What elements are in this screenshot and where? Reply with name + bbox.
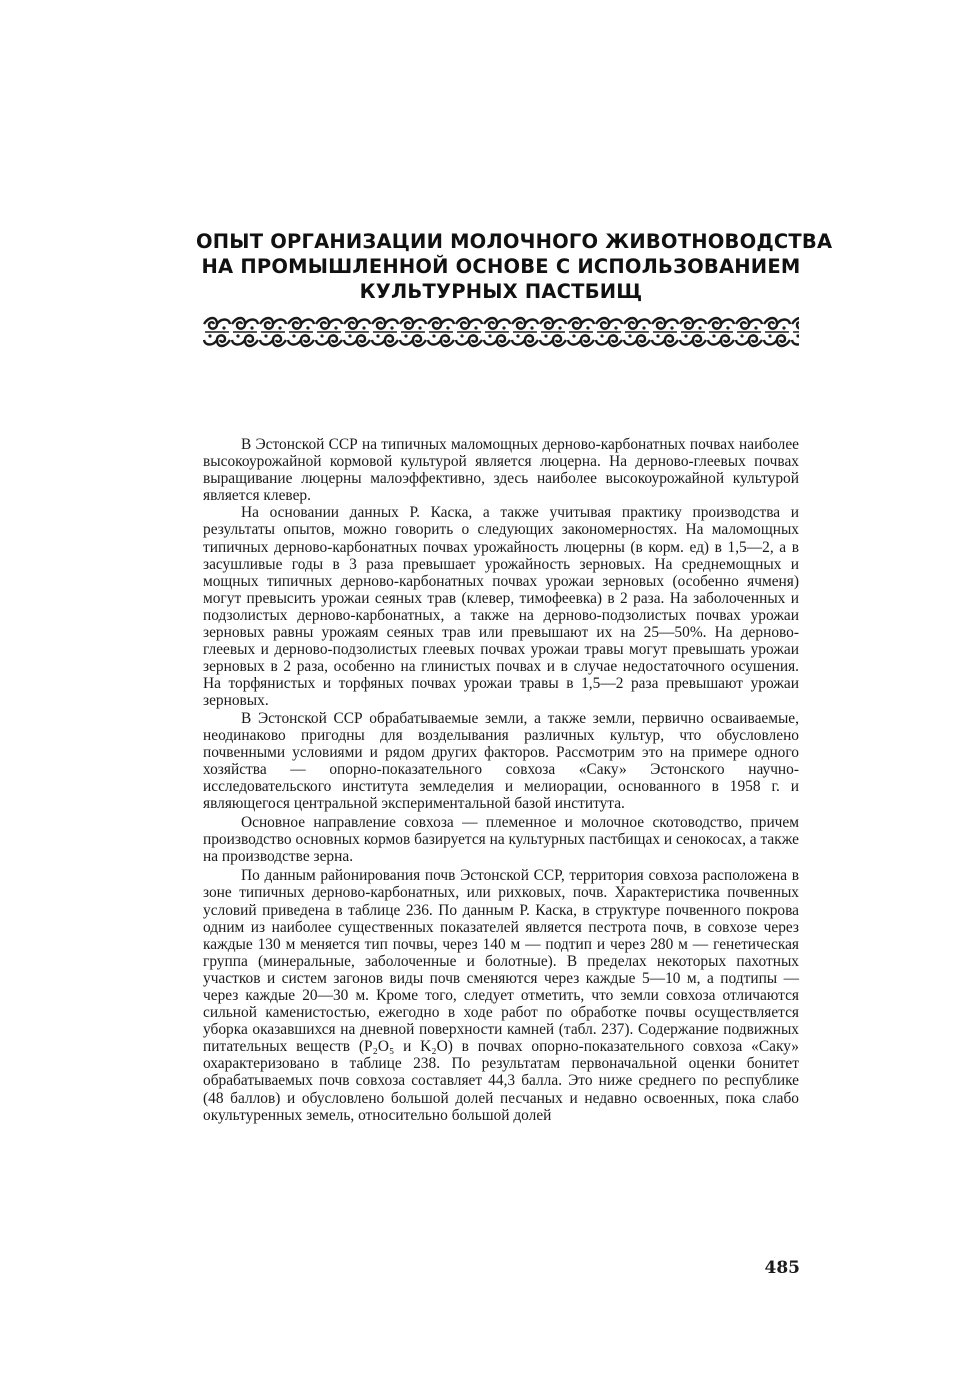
title-line-2: НА ПРОМЫШЛЕННОЙ ОСНОВЕ С ИСПОЛЬЗОВАНИЕМ xyxy=(201,255,801,278)
article-body xyxy=(203,436,799,1124)
paragraph-5: По данным районирования почв Эстонской ССР, территория совхоза расположена в зоне типичных дерново-карбонатных, или рихковых, почв. Характеристика почвенных условий приведена в таблице 236. По данным Р. Каска, в структуре почвенного покрова одним из наиболее существенных показателей является пестрота почв, в совхозе через каждые 130 м меняется тип почвы, через 140 м — подтип и через 280 м — генетическая группа (минеральные, заболоченные и болотные). В пределах некоторых пахотных участков и систем загонов виды почв сменяются через каждые 5—10 м, а подтипы — через каждые 20—30 м. Кроме того, следует отметить, что земли совхоза отличаются сильной каменистостью, ежегодно в ходе работ по обработке почвы осуществляется уборка оказавшихся на дневной поверхности камней (табл. 237). Содержание подвижных питательных веществ (P₂O₅ и K₂O) в почвах опорно-показательного совхоза «Саку» охарактеризовано в таблице 238. По результатам первоначальной оценки бонитет обрабатываемых почв совхоза составляет 44,3 балла. Это ниже среднего по республике (48 баллов) и обусловлено большой долей песчаных и недавно освоенных, пока слабо окультуренных земель, относительно большой долей xyxy=(203,867,799,1124)
title-line-3: КУЛЬТУРНЫХ ПАСТБИЩ xyxy=(359,280,643,303)
article-title xyxy=(196,229,833,304)
paragraph-3: В Эстонской ССР обрабатываемые земли, а также земли, первично осваиваемые, неодинаково пригодны для возделывания различных культур, что обусловлено почвенными условиями и рядом других факторов. Рассмотрим это на примере одного хозяйства — опорно-показательного совхоза «Саку» Эстонского научно-исследовательского института земледелия и мелиорации, основанного в 1958 г. и являющегося центральной экспериментальной базой института. xyxy=(203,709,799,812)
page-number: 485 xyxy=(764,1258,800,1278)
paragraph-4: Основное направление совхоза — племенное и молочное скотоводство, причем производство основных кормов базируется на культурных пастбищах и сенокосах, а также на производстве зерна. xyxy=(203,814,799,866)
paragraph-1: В Эстонской ССР на типичных маломощных дерново-карбонатных почвах наиболее высокоурожайной кормовой культурой является люцерна. На дерново-глеевых почвах выращивание люцерны малоэффективно, здесь наиболее высокоурожайной культурой является клевер. xyxy=(203,436,799,505)
paragraph-2: На основании данных Р. Каска, а также учитывая практику производства и результаты опытов, можно говорить о следующих закономерностях. На маломощных типичных дерново-карбонатных почвах урожайность люцерны (в корм. ед) в 1,5—2, а в засушливые годы в 3 раза превышает урожайность зерновых. На среднемощных и мощных типичных дерново-карбонатных почвах урожаи зерновых (особенно ячменя) могут превысить урожаи сеяных трав (клевер, тимофеевка) в 2 раза. На заболоченных и подзолистых дерново-карбонатных, а также на дерново-подзолистых почвах урожаи зерновых равны урожаям сеяных трав или превышают их на 25—50%. На дерново-глеевых и дерново-подзолистых глеевых почвах урожаи травы могут превышать урожаи зерновых в 2 раза, особенно на глинистых почвах и в случае недостаточного осушения. На торфянистых и торфяных почвах урожаи травы в 1,5—2 раза превышают урожаи зерновых. xyxy=(203,504,799,710)
decorative-border-ornament-icon xyxy=(203,316,799,348)
title-line-1: ОПЫТ ОРГАНИЗАЦИИ МОЛОЧНОГО ЖИВОТНОВОДСТВА xyxy=(196,230,833,253)
